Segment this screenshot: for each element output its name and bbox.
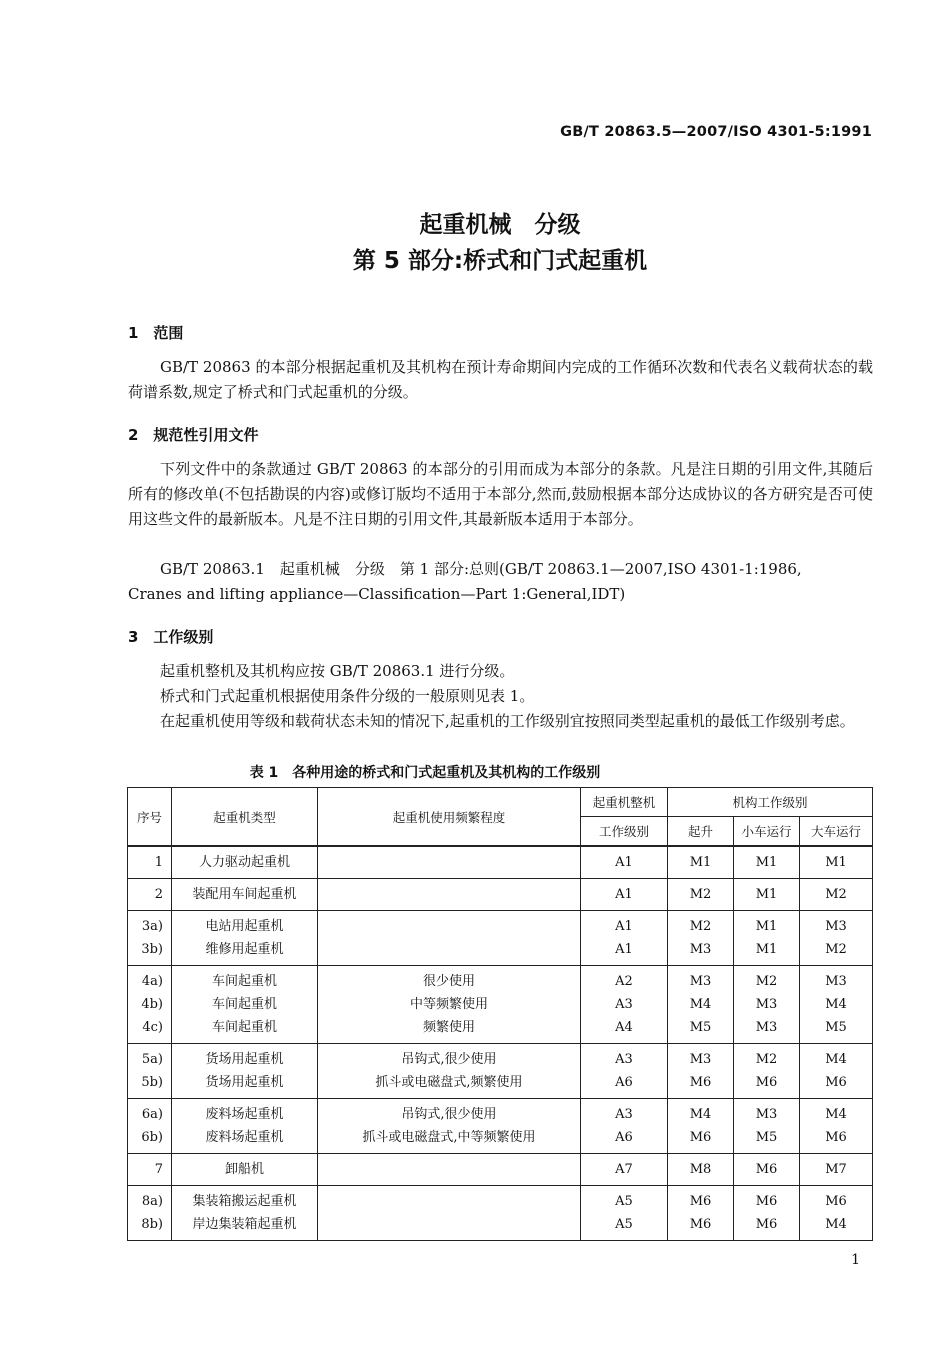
cell-crane-type-line: 岸边集装箱起重机 [192,1217,297,1232]
cell-crane-type-line: 废料场起重机 [205,1107,284,1122]
cell-crane-travel [800,911,873,966]
cell-usage-frequency [318,1154,581,1186]
cell-seq-line: 8a) [141,1194,163,1209]
cell-usage-frequency-line [318,883,580,906]
cell-crane-type-line: 维修用起重机 [205,942,284,957]
cell-seq-line: 7 [154,1162,163,1177]
cell-trolley-travel-line: M3 [755,997,778,1012]
cell-usage-frequency-line: 频繁使用 [422,1020,475,1035]
cell-crane-travel-line: M4 [825,1217,847,1232]
cell-trolley-travel-line: M1 [755,942,778,957]
reference-entry-line1: GB/T 20863.1 起重机械 分级 第 1 部分:总则(GB/T 20863.1—2007,ISO 4301-1:1986, [160,560,802,578]
cell-hoist [668,1099,734,1154]
cell-overall-class-line: A4 [615,1020,633,1035]
cell-hoist-line: M8 [689,1162,712,1177]
cell-crane-type [172,1186,318,1241]
cell-trolley-travel [734,1186,800,1241]
header-trolley-travel: 小车运行 [734,817,800,847]
header-crane-travel: 大车运行 [800,817,873,847]
cell-trolley-travel-line: M6 [755,1075,778,1090]
cell-seq-line: 4b) [141,997,163,1012]
cell-trolley-travel [734,966,800,1044]
cell-usage-frequency-line [318,915,580,938]
work-class-paragraph: 在起重机使用等级和载荷状态未知的情况下,起重机的工作级别宜按照同类型起重机的最低工作级别考虑。 [160,712,855,730]
cell-trolley-travel [734,846,800,879]
work-class-line2: 桥式和门式起重机根据使用条件分级的一般原则见表 1。 [160,687,535,705]
cell-trolley-travel-line: M6 [755,1194,778,1209]
cell-usage-frequency-line [318,1158,580,1181]
cell-overall-class-line: A3 [615,997,633,1012]
cell-crane-travel-line: M3 [825,919,847,934]
section-heading-scope: 1 范围 [128,324,184,342]
cell-crane-type-line: 货场用起重机 [205,1075,284,1090]
cell-trolley-travel [734,1154,800,1186]
cell-seq-line: 3b) [141,942,163,957]
cell-crane-type [172,1044,318,1099]
table-row-group [128,1099,873,1154]
cell-overall-class [581,1099,668,1154]
cell-crane-travel [800,879,873,911]
cell-overall-class-line: A6 [615,1130,633,1145]
cell-crane-travel [800,1186,873,1241]
table-caption: 表 1 各种用途的桥式和门式起重机及其机构的工作级别 [249,765,601,781]
table-row-group [128,966,873,1044]
cell-usage-frequency-line [318,1190,580,1213]
cell-hoist-line: M2 [689,919,712,934]
cell-seq-line: 1 [154,855,163,870]
cell-seq [128,1044,172,1099]
cell-crane-travel [800,1099,873,1154]
cell-crane-type-line: 废料场起重机 [205,1130,284,1145]
cell-seq-line: 5b) [141,1075,163,1090]
cell-usage-frequency [318,1044,581,1099]
cell-trolley-travel-line: M1 [755,919,778,934]
cell-usage-frequency [318,846,581,879]
cell-seq-line: 3a) [141,919,163,934]
cell-overall-class-line: A6 [615,1075,633,1090]
cell-crane-type [172,1154,318,1186]
cell-overall-class-line: A3 [615,1107,633,1122]
cell-crane-travel-line: M4 [825,1052,847,1067]
cell-hoist [668,879,734,911]
cell-crane-type-line: 货场用起重机 [205,1052,284,1067]
cell-crane-type-line: 集装箱搬运起重机 [192,1194,297,1209]
table-row-group [128,911,873,966]
cell-trolley-travel-line: M6 [755,1162,778,1177]
cell-trolley-travel-line: M2 [755,974,778,989]
cell-crane-type-line: 车间起重机 [211,1020,277,1035]
cell-hoist-line: M4 [689,997,712,1012]
cell-usage-frequency-line [318,938,580,961]
cell-hoist-line: M3 [689,1052,712,1067]
cell-crane-type-line: 电站用起重机 [205,919,284,934]
cell-overall-class-line: A1 [615,919,633,934]
table-row-group [128,1186,873,1241]
cell-overall-class-line: A1 [615,887,633,902]
cell-seq-line: 5a) [141,1052,163,1067]
cell-overall-class-line: A3 [615,1052,633,1067]
cell-seq [128,1099,172,1154]
header-usage-frequency: 起重机使用频繁程度 [318,788,581,847]
cell-usage-frequency [318,879,581,911]
cell-hoist-line: M3 [689,974,712,989]
cell-crane-travel [800,1044,873,1099]
cell-usage-frequency-line [318,1213,580,1236]
cell-crane-type [172,911,318,966]
cell-usage-frequency [318,1186,581,1241]
cell-crane-type-line: 车间起重机 [211,974,277,989]
cell-trolley-travel-line: M6 [755,1217,778,1232]
cell-crane-travel-line: M6 [825,1075,847,1090]
cell-crane-travel [800,1154,873,1186]
cell-trolley-travel-line: M3 [755,1107,778,1122]
cell-usage-frequency-line: 吊钩式,很少使用 [401,1052,497,1067]
header-seq: 序号 [128,788,172,847]
cell-overall-class-line: A5 [615,1194,633,1209]
cell-crane-travel-line: M2 [825,887,847,902]
cell-hoist-line: M1 [689,855,712,870]
cell-crane-travel-line: M6 [825,1130,847,1145]
document-subtitle: 第 5 部分:桥式和门式起重机 [352,248,648,274]
cell-hoist [668,911,734,966]
table-row-group [128,1044,873,1099]
cell-hoist [668,1154,734,1186]
cell-hoist [668,966,734,1044]
cell-overall-class-line: A1 [615,942,633,957]
cell-crane-type [172,879,318,911]
cell-crane-travel [800,846,873,879]
cell-crane-travel-line: M2 [825,942,847,957]
cell-overall-class-line: A7 [615,1162,633,1177]
cell-seq-line: 2 [154,887,163,902]
cell-crane-travel-line: M6 [825,1194,847,1209]
cell-seq [128,1186,172,1241]
cell-hoist-line: M5 [689,1020,712,1035]
cell-overall-class-line: A2 [615,974,633,989]
cell-hoist-line: M6 [689,1194,712,1209]
table-row-group [128,846,873,879]
cell-overall-class [581,966,668,1044]
cell-hoist-line: M6 [689,1130,712,1145]
cell-usage-frequency-line: 抓斗或电磁盘式,中等频繁使用 [362,1130,536,1145]
cell-usage-frequency [318,911,581,966]
cell-trolley-travel [734,1099,800,1154]
cell-crane-type-line: 卸船机 [224,1162,264,1177]
document-title: 起重机械 分级 [419,212,581,238]
header-overall-class-line2: 工作级别 [581,817,668,847]
cell-hoist-line: M3 [689,942,712,957]
cell-overall-class [581,879,668,911]
cell-trolley-travel [734,911,800,966]
cell-overall-class [581,1186,668,1241]
cell-crane-travel-line: M7 [825,1162,847,1177]
cell-crane-type-line: 人力驱动起重机 [198,855,290,870]
page-number: 1 [851,1252,860,1268]
cell-seq [128,846,172,879]
cell-usage-frequency-line: 中等频繁使用 [409,997,488,1012]
work-class-line1: 起重机整机及其机构应按 GB/T 20863.1 进行分级。 [160,662,515,680]
cell-overall-class [581,911,668,966]
cell-crane-type-line: 装配用车间起重机 [192,887,297,902]
cell-trolley-travel [734,879,800,911]
header-overall-class-line1: 起重机整机 [581,788,668,817]
section-heading-work-class: 3 工作级别 [128,628,214,646]
cell-crane-travel [800,966,873,1044]
cell-trolley-travel-line: M1 [755,855,778,870]
cell-trolley-travel-line: M2 [755,1052,778,1067]
standard-code: GB/T 20863.5—2007/ISO 4301-5:1991 [560,124,872,140]
cell-seq-line: 4a) [141,974,163,989]
cell-seq [128,966,172,1044]
cell-trolley-travel [734,1044,800,1099]
section-heading-references: 2 规范性引用文件 [128,426,259,444]
cell-seq-line: 6b) [141,1130,163,1145]
cell-usage-frequency-line: 抓斗或电磁盘式,频繁使用 [375,1075,523,1090]
cell-seq [128,879,172,911]
cell-crane-type-line: 车间起重机 [211,997,277,1012]
cell-crane-type [172,1099,318,1154]
cell-hoist-line: M6 [689,1217,712,1232]
cell-hoist [668,1044,734,1099]
cell-seq-line: 8b) [141,1217,163,1232]
cell-overall-class [581,846,668,879]
cell-trolley-travel-line: M5 [755,1130,778,1145]
cell-crane-travel-line: M5 [825,1020,847,1035]
cell-crane-travel-line: M1 [825,855,847,870]
cell-usage-frequency-line: 很少使用 [422,974,475,989]
scope-paragraph: GB/T 20863 的本部分根据起重机及其机构在预计寿命期间内完成的工作循环次数和代表名义载荷状态的载荷谱系数,规定了桥式和门式起重机的分级。 [128,358,873,401]
cell-hoist-line: M6 [689,1075,712,1090]
cell-crane-type [172,966,318,1044]
cell-seq-line: 6a) [141,1107,163,1122]
work-class-table [127,787,873,1241]
references-paragraph: 下列文件中的条款通过 GB/T 20863 的本部分的引用而成为本部分的条款。凡是注日期的引用文件,其随后所有的修改单(不包括勘误的内容)或修订版均不适用于本部分,然而,鼓励根据本部分达成协议的各方研究是否可使用这些文件的最新版本。凡是不注日期的引用文件,其最新版本适用于本部分。 [128,460,873,528]
cell-overall-class [581,1044,668,1099]
header-hoist: 起升 [668,817,734,847]
table-row-group [128,1154,873,1186]
header-crane-type: 起重机类型 [172,788,318,847]
cell-overall-class [581,1154,668,1186]
cell-hoist-line: M4 [689,1107,712,1122]
cell-usage-frequency-line: 吊钩式,很少使用 [401,1107,497,1122]
cell-hoist-line: M2 [689,887,712,902]
cell-crane-travel-line: M3 [825,974,847,989]
header-mechanism-class: 机构工作级别 [668,788,873,817]
cell-crane-travel-line: M4 [825,997,847,1012]
cell-seq-line: 4c) [142,1020,163,1035]
cell-usage-frequency [318,966,581,1044]
cell-seq [128,911,172,966]
cell-crane-type [172,846,318,879]
cell-trolley-travel-line: M3 [755,1020,778,1035]
reference-entry-line2: Cranes and lifting appliance—Classification—Part 1:General,IDT) [128,585,626,603]
cell-trolley-travel-line: M1 [755,887,778,902]
cell-hoist [668,1186,734,1241]
table-row-group [128,879,873,911]
cell-seq [128,1154,172,1186]
cell-overall-class-line: A5 [615,1217,633,1232]
cell-crane-travel-line: M4 [825,1107,847,1122]
cell-hoist [668,846,734,879]
cell-usage-frequency [318,1099,581,1154]
cell-overall-class-line: A1 [615,855,633,870]
cell-usage-frequency-line [318,851,580,874]
